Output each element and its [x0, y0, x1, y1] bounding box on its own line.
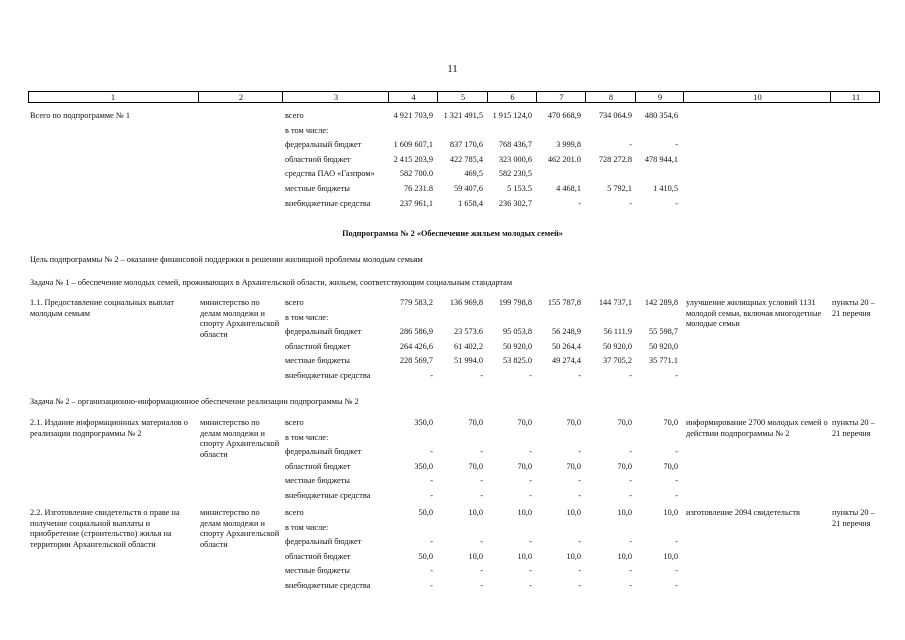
- activity-name: 1.1. Предоставление социальных выплат молодым семьям: [30, 298, 174, 318]
- source-label: местные бюджеты: [285, 566, 350, 576]
- value-cell: -: [629, 476, 632, 486]
- value-cell: -: [629, 581, 632, 590]
- value-cell: 462 201.0: [547, 154, 581, 164]
- value-cell: -: [578, 491, 581, 500]
- value-cell: -: [529, 537, 532, 547]
- value-cell: 323 000,6: [498, 154, 532, 164]
- header-cell: 2: [198, 92, 283, 102]
- source-label: средства ПАО «Газпром»: [285, 169, 375, 179]
- value-cell: 734 064.9: [598, 111, 632, 120]
- source-label: местные бюджеты: [285, 356, 350, 366]
- value-cell: 10,0: [566, 551, 581, 561]
- value-cell: -: [430, 537, 433, 547]
- value-cell: -: [430, 491, 433, 500]
- source-label: федеральный бюджет: [285, 537, 362, 547]
- value-cell: -: [629, 447, 632, 457]
- value-cell: 10,0: [663, 551, 678, 561]
- value-cell: 1 609 607,1: [393, 140, 433, 150]
- executor: министерство по делам молодежи и спорту Архангельской области: [200, 418, 280, 459]
- value-cell: -: [629, 371, 632, 380]
- value-cell: 142 289,8: [644, 298, 678, 307]
- value-cell: 50 264,4: [551, 341, 581, 351]
- value-cell: 1 658,4: [458, 198, 483, 208]
- value-cell: -: [480, 447, 483, 457]
- value-cell: -: [578, 476, 581, 486]
- value-cell: 50 920,0: [648, 341, 678, 351]
- value-cell: 56 248,9: [551, 327, 581, 337]
- value-cell: 350,0: [414, 461, 433, 471]
- value-cell: -: [529, 371, 532, 380]
- value-cell: -: [629, 198, 632, 208]
- source-label: всего: [285, 111, 304, 120]
- value-cell: 10,0: [468, 508, 483, 517]
- value-cell: -: [675, 491, 678, 500]
- value-cell: -: [629, 491, 632, 500]
- value-cell: 59 407,6: [453, 184, 483, 193]
- value-cell: 70,0: [566, 461, 581, 471]
- value-cell: 50,0: [418, 551, 433, 561]
- value-cell: -: [529, 491, 532, 500]
- value-cell: 23 573.6: [453, 327, 483, 337]
- value-cell: -: [578, 581, 581, 590]
- source-label: областной бюджет: [285, 341, 351, 351]
- source-label: внебюджетные средства: [285, 371, 371, 380]
- value-cell: 4 921 703,9: [393, 111, 433, 120]
- value-cell: -: [529, 566, 532, 576]
- value-cell: 10,0: [663, 508, 678, 517]
- subprogram-title: Подпрограмма № 2 «Обеспечение жильем молодых семей»: [342, 229, 563, 238]
- value-cell: 10,0: [517, 508, 532, 517]
- value-cell: 236 302,7: [498, 198, 532, 208]
- value-cell: 728 272.8: [598, 154, 632, 164]
- value-cell: -: [430, 476, 433, 486]
- source-label: областной бюджет: [285, 551, 351, 561]
- header-cell: 11: [830, 92, 881, 102]
- expected-result: улучшение жилищных условий 1131 молодой семьи, включая многодетные молодые семьи: [686, 298, 822, 328]
- value-cell: 56 111.9: [603, 327, 632, 337]
- source-label: в том числе:: [285, 125, 329, 135]
- value-cell: 37 705,2: [602, 356, 632, 366]
- value-cell: -: [578, 447, 581, 457]
- header-cell: 8: [585, 92, 636, 102]
- value-cell: 837 170,6: [449, 140, 483, 150]
- value-cell: 70,0: [663, 461, 678, 471]
- value-cell: -: [578, 198, 581, 208]
- value-cell: 264 426,6: [399, 341, 433, 351]
- source-label: всего: [285, 508, 304, 517]
- executor: министерство по делам молодежи и спорту Архангельской области: [200, 298, 280, 339]
- header-cell: 5: [437, 92, 488, 102]
- list-points: пункты 20 – 21 перечня: [832, 298, 875, 318]
- value-cell: -: [675, 140, 678, 150]
- value-cell: 3 999,8: [556, 140, 581, 150]
- value-cell: 10,0: [517, 551, 532, 561]
- value-cell: 50 920,0: [502, 341, 532, 351]
- task1-text: Задача № 1 – обеспечение молодых семей, проживающих в Архангельской области, жильем, соответствующим социальным стандартам: [30, 278, 513, 287]
- value-cell: 10,0: [617, 508, 632, 517]
- value-cell: 70,0: [663, 418, 678, 427]
- value-cell: -: [529, 476, 532, 486]
- value-cell: 95 053,8: [502, 327, 532, 337]
- value-cell: 5 153.5: [507, 184, 532, 193]
- value-cell: 5 792,1: [607, 184, 632, 193]
- value-cell: -: [675, 581, 678, 590]
- value-cell: 70,0: [617, 461, 632, 471]
- value-cell: 50 920,0: [602, 341, 632, 351]
- value-cell: -: [675, 537, 678, 547]
- activity-name: 2.1. Издание информационных материалов о реализации подпрограммы № 2: [30, 418, 188, 438]
- expected-result: информирование 2700 молодых семей о действии подпрограммы № 2: [686, 418, 828, 438]
- value-cell: -: [480, 537, 483, 547]
- value-cell: 469,5: [464, 169, 483, 179]
- value-cell: 70,0: [566, 418, 581, 427]
- value-cell: -: [430, 371, 433, 380]
- goal-text: Цель подпрограммы № 2 – оказание финансовой поддержки в решении жилищной проблемы молодым семьям: [30, 255, 423, 264]
- value-cell: 53 825.0: [502, 356, 532, 366]
- value-cell: 70,0: [617, 418, 632, 427]
- value-cell: -: [430, 447, 433, 457]
- value-cell: 49 274,4: [551, 356, 581, 366]
- source-label: внебюджетные средства: [285, 581, 371, 590]
- source-label: местные бюджеты: [285, 476, 350, 486]
- value-cell: 10,0: [566, 508, 581, 517]
- value-cell: -: [578, 537, 581, 547]
- source-label: в том числе:: [285, 432, 329, 442]
- value-cell: -: [578, 371, 581, 380]
- source-label: областной бюджет: [285, 154, 351, 164]
- page-number: 11: [447, 63, 458, 75]
- value-cell: 10,0: [617, 551, 632, 561]
- value-cell: 1 915 124,0: [492, 111, 532, 120]
- source-label: в том числе:: [285, 522, 329, 532]
- value-cell: -: [629, 537, 632, 547]
- value-cell: -: [675, 198, 678, 208]
- value-cell: 70,0: [517, 461, 532, 471]
- value-cell: 10,0: [468, 551, 483, 561]
- value-cell: 70,0: [468, 461, 483, 471]
- source-label: всего: [285, 418, 304, 427]
- list-points: пункты 20 – 21 перечня: [832, 418, 875, 438]
- value-cell: -: [675, 447, 678, 457]
- source-label: в том числе:: [285, 312, 329, 322]
- header-cell: 6: [487, 92, 537, 102]
- source-label: всего: [285, 298, 304, 307]
- column-header-row: [28, 91, 880, 103]
- value-cell: -: [629, 566, 632, 576]
- value-cell: 76 231.8: [403, 184, 433, 193]
- value-cell: -: [480, 566, 483, 576]
- value-cell: 480 354,6: [644, 111, 678, 120]
- value-cell: -: [675, 566, 678, 576]
- source-label: федеральный бюджет: [285, 447, 362, 457]
- source-label: областной бюджет: [285, 461, 351, 471]
- task2-text: Задача № 2 – организационно-информационное обеспечение реализации подпрограммы № 2: [30, 397, 359, 406]
- value-cell: 199 798,8: [498, 298, 532, 307]
- header-cell: 9: [635, 92, 684, 102]
- value-cell: 768 436,7: [498, 140, 532, 150]
- value-cell: 51 994.0: [453, 356, 483, 366]
- expected-result: изготовление 2094 свидетельств: [686, 508, 800, 517]
- value-cell: 70,0: [468, 418, 483, 427]
- value-cell: 1 410,5: [653, 184, 678, 193]
- source-label: федеральный бюджет: [285, 140, 362, 150]
- source-label: внебюджетные средства: [285, 491, 371, 500]
- value-cell: -: [629, 140, 632, 150]
- value-cell: 470 668,9: [547, 111, 581, 120]
- summary-label: Всего по подпрограмме № 1: [30, 111, 131, 120]
- value-cell: 61 402,2: [453, 341, 483, 351]
- value-cell: 50,0: [418, 508, 433, 517]
- list-points: пункты 20 – 21 перечня: [832, 508, 875, 528]
- value-cell: -: [675, 476, 678, 486]
- source-label: федеральный бюджет: [285, 327, 362, 337]
- value-cell: -: [480, 581, 483, 590]
- value-cell: 4 468,1: [556, 184, 581, 193]
- value-cell: -: [480, 491, 483, 500]
- value-cell: 422 785,4: [449, 154, 483, 164]
- header-cell: 10: [683, 92, 831, 102]
- value-cell: 55 598,7: [648, 327, 678, 337]
- executor: министерство по делам молодежи и спорту Архангельской области: [200, 508, 280, 549]
- value-cell: -: [529, 447, 532, 457]
- value-cell: 136 969,8: [449, 298, 483, 307]
- header-cell: 1: [110, 92, 116, 102]
- source-label: местные бюджеты: [285, 184, 350, 193]
- value-cell: 350,0: [414, 418, 433, 427]
- header-cell: 7: [536, 92, 586, 102]
- value-cell: 228 569,7: [399, 356, 433, 366]
- value-cell: 779 583,2: [399, 298, 433, 307]
- header-cell: 3: [282, 92, 389, 102]
- value-cell: 1 321 491,5: [443, 111, 483, 120]
- value-cell: 478 944,1: [644, 154, 678, 164]
- source-label: внебюджетные средства: [285, 198, 371, 208]
- header-cell: 4: [388, 92, 438, 102]
- value-cell: 582 230,5: [498, 169, 532, 179]
- value-cell: -: [480, 476, 483, 486]
- activity-name: 2.2. Изготовление свидетельств о праве на получение социальной выплаты и приобретение (строительство) жилья на территории Архангельской области: [30, 508, 180, 549]
- value-cell: -: [430, 566, 433, 576]
- value-cell: 582 700.0: [399, 169, 433, 179]
- value-cell: -: [675, 371, 678, 380]
- value-cell: 286 586,9: [399, 327, 433, 337]
- value-cell: -: [430, 581, 433, 590]
- value-cell: 237 961,1: [399, 198, 433, 208]
- value-cell: -: [529, 581, 532, 590]
- value-cell: 70,0: [517, 418, 532, 427]
- value-cell: -: [480, 371, 483, 380]
- value-cell: 2 415 203,9: [393, 154, 433, 164]
- value-cell: 144 737,1: [598, 298, 632, 307]
- value-cell: 155 787,8: [547, 298, 581, 307]
- value-cell: 35 771.1: [648, 356, 678, 366]
- value-cell: -: [578, 566, 581, 576]
